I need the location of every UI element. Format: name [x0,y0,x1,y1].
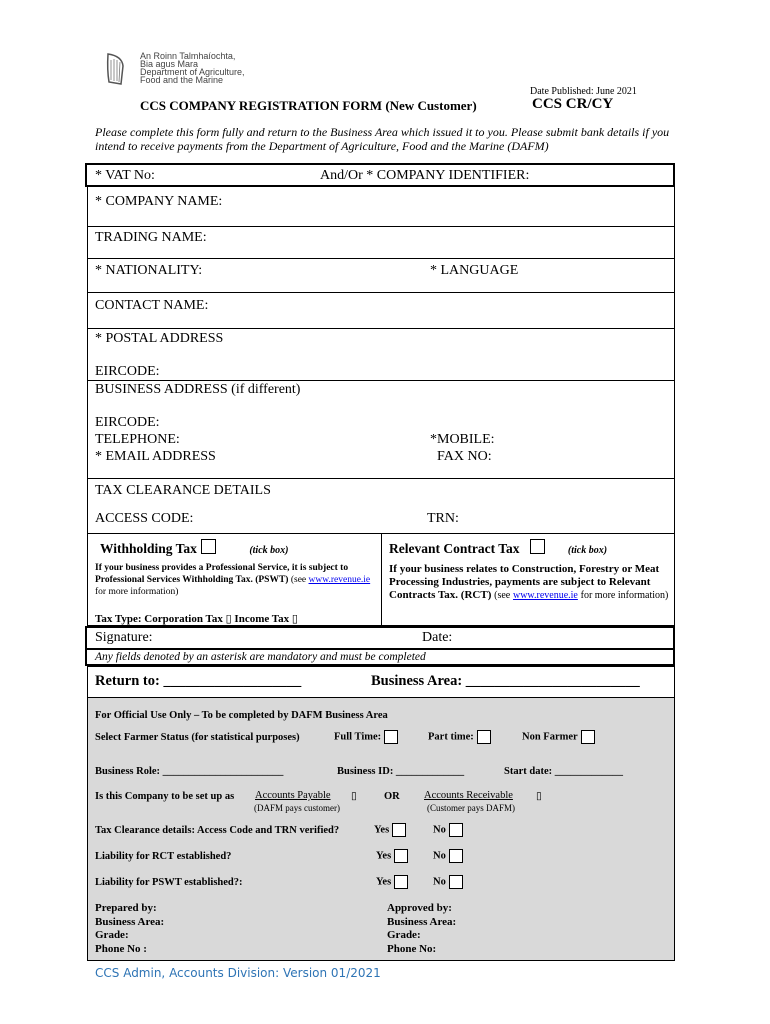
yes-label: Yes [376,850,392,862]
harp-icon [104,52,126,86]
trading-name-field[interactable] [87,226,675,259]
nationality-label: * NATIONALITY: [95,263,203,278]
fax-label: FAX NO: [437,449,492,464]
rct-more: for more information) [580,590,669,601]
company-name-field[interactable] [87,187,675,227]
vat-label: * VAT No: [95,168,155,183]
postal-address-label: * POSTAL ADDRESS [95,331,224,346]
no-label: No [433,876,446,888]
rct-checkbox[interactable] [530,539,545,554]
tax-type-label: Tax Type: Corporation Tax [95,613,223,625]
pswt-yes-checkbox[interactable] [394,875,408,889]
phone-label: Phone No: [387,942,437,955]
income-tax-checkbox[interactable]: ▯ [291,613,298,625]
rct-text: If your business relates to Construction, Forestry or Meat Processing Industries, payments are subject to Relevant Contracts Tax. (RCT) [389,563,660,601]
contact-name-label: CONTACT NAME: [95,298,209,313]
part-time-checkbox[interactable] [477,730,491,744]
business-role-field[interactable]: Business Role: _______________________ [95,766,284,777]
yes-label: Yes [374,824,390,836]
tc-yes-checkbox[interactable] [392,823,406,837]
postal-address-field[interactable] [87,328,675,381]
revenue-link[interactable]: www.revenue.ie [308,575,371,585]
accounts-payable-note: (DAFM pays customer) [254,803,340,813]
rct-title: Relevant Contract Tax [389,541,520,556]
accounts-receivable-note: (Customer pays DAFM) [427,803,515,813]
tc-no-checkbox[interactable] [449,823,463,837]
part-time-label: Part time: [428,731,474,743]
form-title: CCS COMPANY REGISTRATION FORM (New Customer) [140,98,477,113]
rct-liability-label: Liability for RCT established? [95,851,232,862]
non-farmer-checkbox[interactable] [581,730,595,744]
accounts-payable-checkbox[interactable]: ▯ [351,791,357,802]
setup-question: Is this Company to be set up as [95,791,235,802]
tax-clearance-row[interactable] [87,478,675,534]
rct-no-checkbox[interactable] [449,849,463,863]
official-heading: For Official Use Only – To be completed by DAFM Business Area [95,710,388,721]
rct-section [381,533,675,626]
vat-row[interactable] [85,163,675,187]
wht-more: for more information) [95,587,179,597]
wht-see: (see [290,575,307,585]
form-code: CCS CR/CY [532,96,614,112]
business-address-label: BUSINESS ADDRESS (if different) [95,382,301,397]
signature-label: Signature: [95,630,153,645]
telephone-label: TELEPHONE: [95,432,180,447]
revenue-link[interactable]: www.revenue.ie [512,590,578,601]
full-time-label: Full Time: [334,731,382,743]
date-published: Date Published: June 2021 [530,86,637,97]
asterisk-note-row [85,648,675,666]
language-label: * LANGUAGE [430,263,519,278]
trading-name-label: TRADING NAME: [95,230,207,245]
farmer-status-label: Select Farmer Status (for statistical purposes) [95,732,300,743]
income-tax-label: Income Tax [234,613,290,625]
access-code-label: ACCESS CODE: [95,511,194,526]
tick-box-hint: (tick box) [567,545,608,556]
phone-email-row[interactable] [87,431,675,479]
accounts-receivable-option[interactable]: Accounts Receivable [424,790,513,801]
email-label: * EMAIL ADDRESS [95,449,216,464]
return-to-label: Return to: ___________________ [95,673,302,689]
phone-label: Phone No : [95,942,147,955]
pswt-liability-label: Liability for PSWT established?: [95,877,243,888]
eircode-label: EIRCODE: [95,364,160,379]
yes-label: Yes [376,876,392,888]
non-farmer-label: Non Farmer [522,731,578,743]
official-use-section [87,697,675,961]
trn-label: TRN: [427,511,459,526]
withholding-tax-section [87,533,382,626]
contact-name-field[interactable] [87,292,675,329]
grade-label: Grade: [387,929,421,941]
department-name: An Roinn Talmhaíochta, Bia agus Mara Department of Agriculture, Food and the Marine [140,51,245,85]
approved-by-block [387,902,456,956]
withholding-tax-title: Withholding Tax [100,541,197,556]
or-label: OR [384,791,400,802]
grade-label: Grade: [95,929,129,941]
business-address-field[interactable] [87,380,675,431]
start-date-field[interactable]: Start date: _____________ [504,766,623,777]
return-to-row[interactable] [87,666,675,698]
accounts-receivable-checkbox[interactable]: ▯ [536,791,542,802]
business-area-label: Business Area: [387,915,457,928]
business-area-label: Business Area: ________________________ [371,673,640,689]
eircode-label: EIRCODE: [95,415,160,430]
no-label: No [433,824,446,836]
signature-row[interactable] [85,626,675,650]
tick-box-hint: (tick box) [249,545,289,556]
business-area-label: Business Area: [95,915,165,928]
prepared-by-block [95,902,164,956]
asterisk-note: Any fields denoted by an asterisk are mandatory and must be completed [95,651,426,663]
pswt-no-checkbox[interactable] [449,875,463,889]
rct-see: (see [494,590,511,601]
nationality-row[interactable] [87,258,675,293]
dafm-logo [100,50,250,90]
company-identifier-label: And/Or * COMPANY IDENTIFIER: [320,168,530,183]
wht-text: If your business provides a Professional Service, it is subject to Professional Services Withholding Tax. (PSWT) [95,563,349,585]
full-time-checkbox[interactable] [384,730,398,744]
approved-by-label: Approved by: [387,902,452,914]
accounts-payable-option[interactable]: Accounts Payable [255,790,331,801]
prepared-by-label: Prepared by: [95,902,157,914]
withholding-tax-checkbox[interactable] [201,539,216,554]
business-id-field[interactable]: Business ID: _____________ [337,766,465,777]
company-name-label: * COMPANY NAME: [95,194,223,209]
tc-verified-label: Tax Clearance details: Access Code and TRN verified? [95,825,340,836]
date-label: Date: [422,630,453,645]
corporation-tax-checkbox[interactable]: ▯ [225,613,232,625]
no-label: No [433,850,446,862]
tax-clearance-label: TAX CLEARANCE DETAILS [95,483,271,498]
mobile-label: *MOBILE: [430,432,495,447]
instructions: Please complete this form fully and return to the Business Area which issued it to you. Please submit bank details if you intend to receive payments from the Department of Agriculture, Food and the Marine (DAFM) [95,125,670,153]
rct-yes-checkbox[interactable] [394,849,408,863]
footer-version: CCS Admin, Accounts Division: Version 01/2021 [95,966,381,980]
